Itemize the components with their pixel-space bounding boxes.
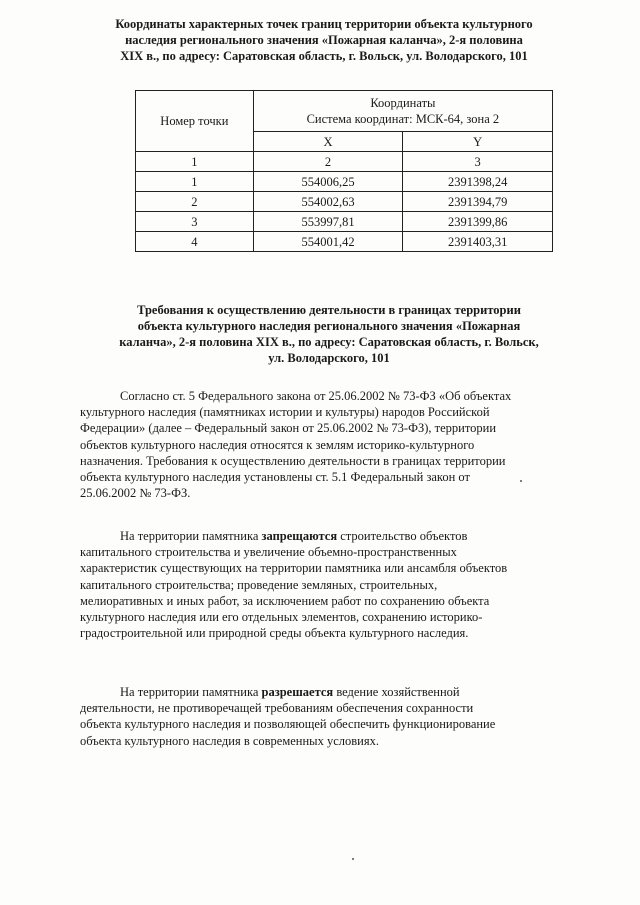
paragraph-lead: На территории памятника — [120, 685, 262, 699]
y-header: Y — [403, 132, 553, 152]
scan-speck — [352, 858, 354, 860]
coordinates-title — [78, 16, 570, 64]
paragraph-line: градостроительной или природной среды объекта культурного наследия. — [80, 626, 469, 641]
coordinate-system-label: Система координат: МСК-64, зона 2 — [306, 112, 500, 126]
table-cell: 554006,25 — [253, 172, 403, 192]
table-cell: 2391399,86 — [403, 212, 553, 232]
paragraph-line: мелиоративных и иных работ, за исключением работ по сохранению объекта — [80, 593, 490, 608]
title-line: объекта культурного наследия регионального значения «Пожарная — [137, 319, 521, 333]
table-row — [136, 232, 553, 252]
title-line: ул. Володарского, 101 — [268, 351, 390, 365]
permissions-paragraph — [80, 684, 604, 749]
table-cell: 1 — [136, 172, 254, 192]
title-line: Координаты характерных точек границ территории объекта культурного — [115, 17, 533, 31]
table-cell: 1 — [136, 152, 254, 172]
coordinates-label: Координаты — [370, 96, 436, 110]
paragraph-line: ведение хозяйственной — [333, 685, 460, 699]
paragraph-line: Федерации» (далее – Федеральный закон от 25.06.2002 № 73-ФЗ), территории — [80, 421, 497, 436]
paragraph-line: строительство объектов — [337, 529, 468, 543]
paragraph-line: капитального строительства; проведение земляных, строительных, — [80, 577, 438, 592]
x-header: X — [253, 132, 403, 152]
point-number-header: Номер точки — [136, 91, 254, 152]
paragraph-line: культурного наследия или его отдельных элементов, сохранению историко- — [80, 610, 483, 625]
paragraph-line: капитального строительства и увеличение объемно-пространственных — [80, 545, 457, 560]
legal-basis-paragraph — [80, 388, 604, 501]
table-cell: 3 — [403, 152, 553, 172]
table-row — [136, 172, 553, 192]
paragraph-line: культурного наследия (памятниках истории и культуры) народов Российской — [80, 405, 490, 420]
title-line: каланча», 2-я половина XIX в., по адресу: Саратовская область, г. Вольск, — [119, 335, 539, 349]
requirements-title — [96, 302, 562, 366]
paragraph-lead: На территории памятника — [120, 529, 262, 543]
paragraph-line: деятельности, не противоречащей требованиям обеспечения сохранности — [80, 701, 474, 716]
table-cell: 2391398,24 — [403, 172, 553, 192]
paragraph-line: объекта культурного наследия установлены ст. 5.1 Федеральный закон от — [80, 470, 470, 485]
paragraph-line: характеристик существующих на территории памятника или ансамбля объектов — [80, 561, 508, 576]
table-cell: 553997,81 — [253, 212, 403, 232]
coordinates-table — [135, 90, 553, 252]
table-cell: 2 — [136, 192, 254, 212]
paragraph-line: объекта культурного наследия в современных условиях. — [80, 733, 379, 748]
table-cell: 2391394,79 — [403, 192, 553, 212]
title-line: наследия регионального значения «Пожарная каланча», 2-я половина — [125, 33, 523, 47]
prohibitions-paragraph — [80, 528, 604, 641]
coordinates-header — [253, 91, 552, 132]
table-cell: 4 — [136, 232, 254, 252]
paragraph-line: 25.06.2002 № 73-ФЗ. — [80, 486, 191, 501]
paragraph-line: объектов культурного наследия относятся к землям историко-культурного — [80, 437, 475, 452]
table-index-row — [136, 152, 553, 172]
title-line: Требования к осуществлению деятельности в границах территории — [137, 303, 521, 317]
table-row — [136, 192, 553, 212]
permitted-keyword: разрешается — [261, 685, 334, 699]
table-cell: 2391403,31 — [403, 232, 553, 252]
table-cell: 554002,63 — [253, 192, 403, 212]
title-line: XIX в., по адресу: Саратовская область, г. Вольск, ул. Володарского, 101 — [120, 49, 528, 63]
table-row — [136, 212, 553, 232]
prohibited-keyword: запрещаются — [261, 529, 338, 543]
table-header-row — [136, 91, 553, 132]
table-cell: 2 — [253, 152, 403, 172]
table-cell: 3 — [136, 212, 254, 232]
paragraph-line: объекта культурного наследия и позволяющей обеспечить функционирование — [80, 717, 496, 732]
scan-speck — [520, 480, 522, 482]
paragraph-line: Согласно ст. 5 Федерального закона от 25.06.2002 № 73-ФЗ «Об объектах — [120, 389, 512, 403]
paragraph-line: назначения. Требования к осуществлению деятельности в границах территории — [80, 453, 506, 468]
table-cell: 554001,42 — [253, 232, 403, 252]
